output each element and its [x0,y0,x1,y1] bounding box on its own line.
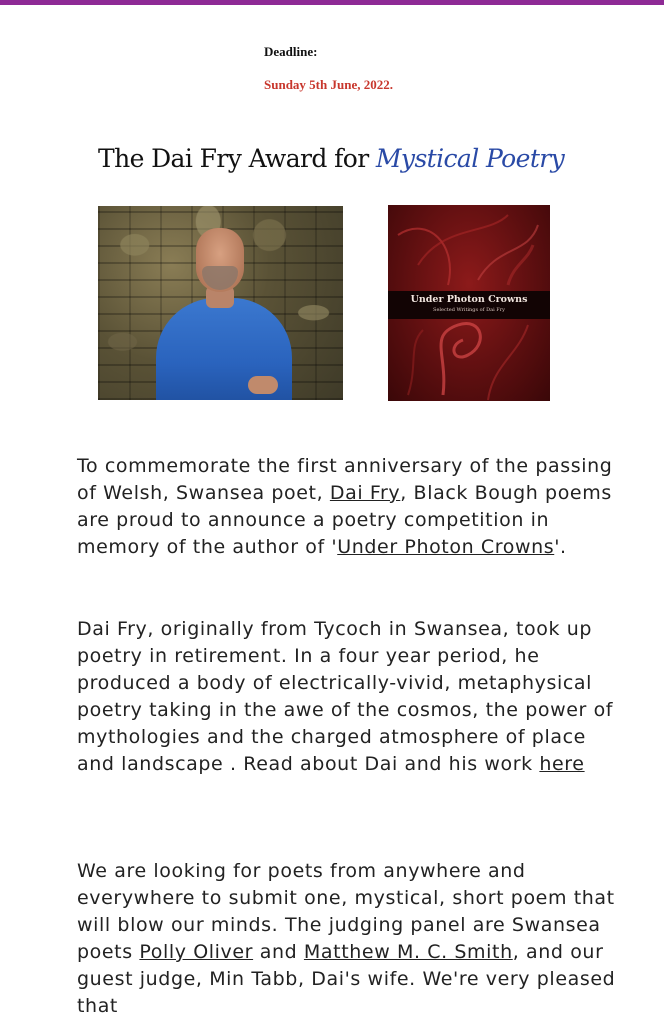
intro-text-2: , Black Bough poems are proud to announce a poetry competition in memory of the author of ' [77,482,612,558]
matthew-smith-link[interactable]: Matthew M. C. Smith [303,941,513,963]
under-photon-crowns-link[interactable]: Under Photon Crowns [337,536,555,558]
polly-oliver-link[interactable]: Polly Oliver [139,941,254,963]
competition-text-2: and [253,941,304,963]
hand [248,376,278,394]
bio-paragraph [77,616,617,778]
top-accent-bar [0,0,664,5]
dai-fry-link[interactable]: Dai Fry [329,482,401,504]
title-main: The Dai Fry Award for [98,144,376,173]
competition-paragraph [77,858,617,1020]
book-title-band [388,291,550,319]
intro-paragraph [77,453,617,561]
bio-text: Dai Fry, originally from Tycoch in Swansea, took up poetry in retirement. In a four year period, he produced a body of electrically-vivid, metaphysical poetry taking in the awe of the cosmos, the power of mythologies and the charged atmosphere of place and landscape . Read about Dai and his work [77,618,614,775]
intro-text-3: '. [554,536,567,558]
competition-text-1: We are looking for poets from anywhere and everywhere to submit one, mystical, short poem that will blow our minds. The judging panel are Swansea poets [77,860,615,963]
deadline-label: Deadline: [264,44,318,59]
page-title [98,144,638,173]
deadline-date: Sunday 5th June, 2022. [264,77,393,92]
title-emphasis: Mystical Poetry [375,144,565,173]
intro-text-1: To commemorate the first anniversary of the passing of Welsh, Swansea poet, [77,455,613,504]
poet-photo [98,206,343,400]
book-cover-image [388,205,550,401]
competition-text-3: , and our guest judge, Min Tabb, Dai's wife. We're very pleased that [77,941,616,1017]
read-more-here-link[interactable]: here [539,753,585,775]
book-title: Under Photon Crowns [410,294,528,305]
book-subtitle: Selected Writings of Dai Fry [433,307,505,313]
